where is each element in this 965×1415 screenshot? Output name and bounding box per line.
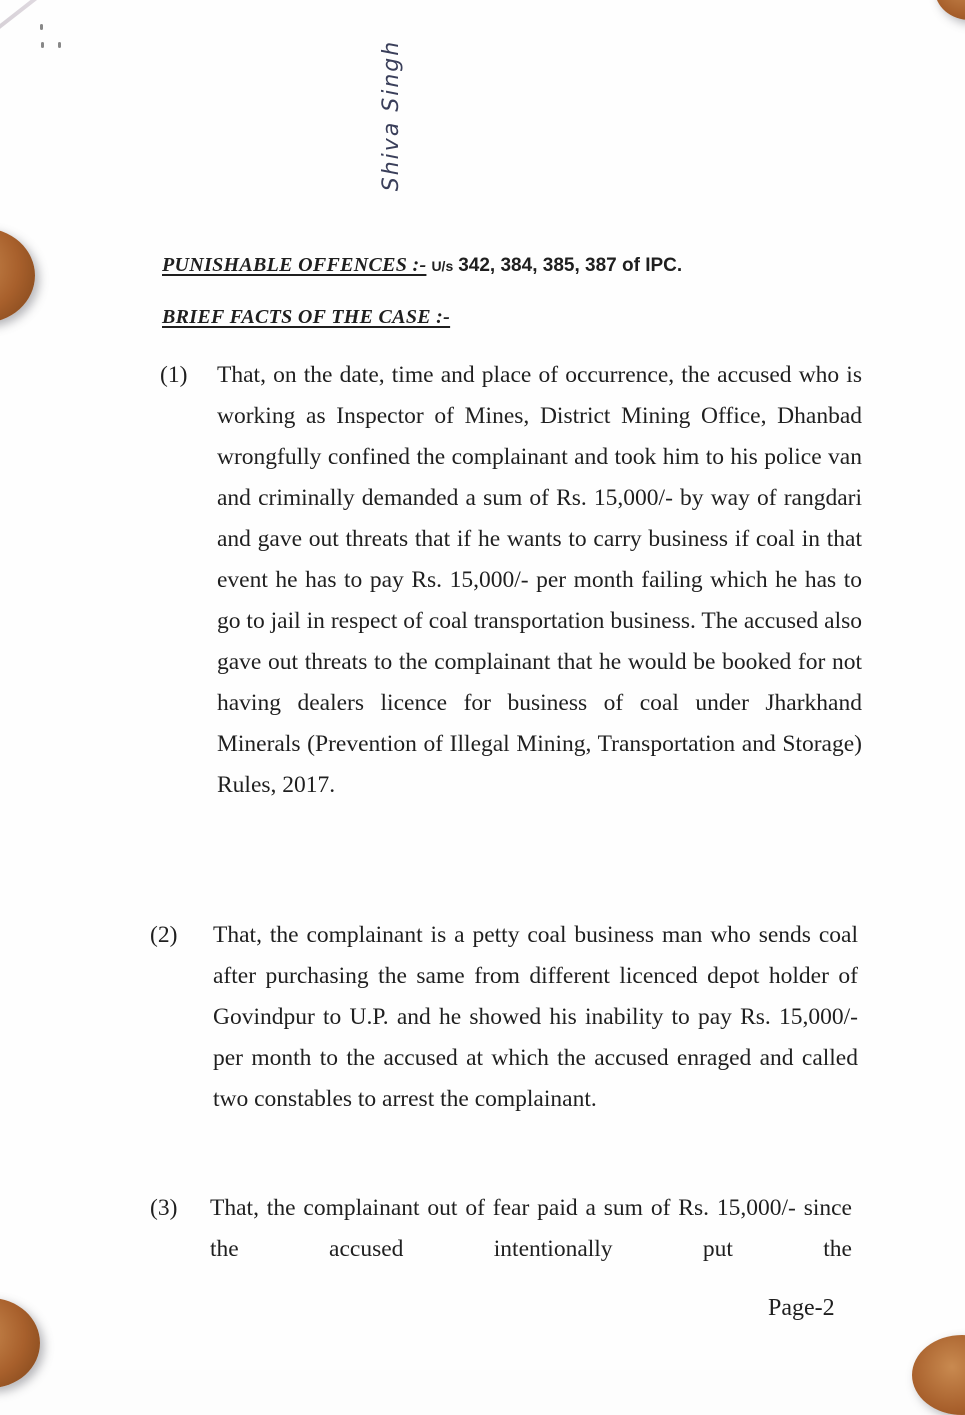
ink-speck bbox=[58, 42, 61, 48]
paragraph-text: That, on the date, time and place of occurrence, the accused who is working as Inspector of Mines, District Mining Office, Dhanbad wrongfully confined the complainant and took him to his police van and criminally demanded a sum of Rs. 15,000/- by way of rangdari and gave out threats that if he wants to carry business if coal in that event he has to pay Rs. 15,000/- per month failing which he has to go to jail in respect of coal transportation business. The accused also gave out threats to the complainant that he would be booked for not having dealers licence for business of coal under Jharkhand Minerals (Prevention of Illegal Mining, Transportation and Storage) Rules, 2017. bbox=[217, 362, 862, 798]
paragraph-text: That, the complainant out of fear paid a sum of Rs. 15,000/- since the accused intentionally put the bbox=[210, 1195, 852, 1262]
paragraph-number: (3) bbox=[150, 1195, 178, 1221]
paragraph-number: (2) bbox=[150, 922, 178, 948]
punishable-offences-label: PUNISHABLE OFFENCES :- bbox=[162, 254, 427, 276]
paragraph-number: (1) bbox=[160, 362, 188, 388]
finger-top-left bbox=[0, 228, 35, 323]
ink-speck bbox=[40, 24, 43, 30]
paper-fold-line bbox=[0, 0, 99, 44]
paragraph-1 bbox=[150, 355, 862, 806]
brief-facts-heading-line bbox=[162, 306, 450, 329]
finger-bottom-left bbox=[0, 1298, 40, 1388]
paragraph-2 bbox=[150, 915, 858, 1120]
finger-bottom-right bbox=[912, 1335, 965, 1415]
ink-speck bbox=[41, 42, 44, 48]
punishable-offences-line bbox=[162, 254, 682, 277]
section-prefix: U/s bbox=[431, 258, 454, 274]
finger-top-right bbox=[935, 0, 965, 20]
offence-sections: 342, 384, 385, 387 of IPC. bbox=[458, 255, 683, 276]
paragraph-3 bbox=[150, 1188, 852, 1270]
page-number: Page-2 bbox=[768, 1295, 835, 1321]
paragraph-text: That, the complainant is a petty coal business man who sends coal after purchasing the same from different licenced depot holder of Govindpur to U.P. and he showed his inability to pay Rs. 15,000/- per month to the accused at which the accused enraged and called two constables to arrest the complainant. bbox=[213, 922, 858, 1112]
brief-facts-heading: BRIEF FACTS OF THE CASE :- bbox=[162, 306, 451, 328]
handwritten-signature: Shiva Singh bbox=[379, 39, 405, 191]
